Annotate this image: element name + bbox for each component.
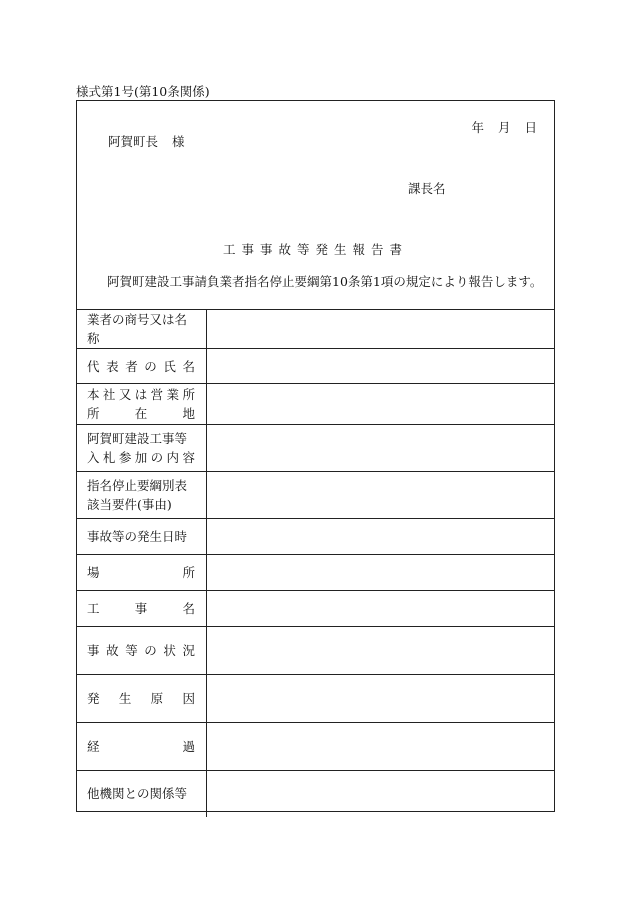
label-line: 入 札 参 加 の 内 容 [87,450,195,465]
label-line: 工 事 名 [87,601,195,616]
date-line [471,118,537,136]
label-line: 事 故 等 の 状 況 [87,643,195,658]
chief-name-label: 課長名 [408,181,446,196]
label-company-name [77,310,207,349]
field-project-name[interactable] [207,591,555,627]
report-form [76,100,555,812]
row-project-name [77,591,554,627]
row-incident-datetime [77,519,554,555]
honorific: 様 [172,134,185,149]
form-header [77,101,554,310]
field-location[interactable] [207,555,555,591]
label-cause [77,675,207,723]
row-bid-participation [77,425,554,472]
statement-text: 阿賀町建設工事請負業者指名停止要綱第10条第1項の規定により報告します。 [107,274,543,289]
field-representative-name[interactable] [207,349,555,384]
date-month-label: 月 [497,120,511,135]
date-day-label: 日 [524,120,537,135]
form-number: 様式第1号(第10条関係) [76,84,210,99]
label-location [77,555,207,591]
label-suspension-criteria [77,472,207,519]
date-year-label: 年 [471,120,484,135]
addressee-line [108,132,185,150]
label-line: 阿賀町建設工事等 [87,431,188,446]
addressee: 阿賀町長 [108,134,159,149]
row-suspension-criteria [77,472,554,519]
label-line: 指名停止要綱別表 [87,478,188,493]
label-line: 該当要件(事由) [87,497,172,512]
field-suspension-criteria[interactable] [207,472,555,519]
field-incident-status[interactable] [207,627,555,675]
label-office-address [77,384,207,425]
label-incident-status [77,627,207,675]
row-incident-status [77,627,554,675]
label-line: 業者の商号又は名称 [87,312,188,346]
row-progress [77,723,554,771]
label-other-agency-relations [77,771,207,817]
label-incident-datetime [77,519,207,555]
label-line: 発 生 原 因 [87,691,195,706]
label-bid-participation [77,425,207,472]
field-office-address[interactable] [207,384,555,425]
label-progress [77,723,207,771]
label-project-name [77,591,207,627]
document-title: 工事事故等発生報告書 [222,242,408,257]
label-line: 場 所 [87,565,195,580]
label-line: 経 過 [87,739,195,754]
label-line: 代 表 者 の 氏 名 [87,358,195,374]
row-company-name [77,310,554,349]
row-representative-name [77,349,554,384]
field-incident-datetime[interactable] [207,519,555,555]
row-cause [77,675,554,723]
row-other-agency-relations [77,771,554,817]
row-location [77,555,554,591]
field-cause[interactable] [207,675,555,723]
field-bid-participation[interactable] [207,425,555,472]
report-table [77,310,554,817]
label-line: 事故等の発生日時 [87,529,188,544]
label-line: 所 在 地 [87,406,195,421]
label-line: 本 社 又 は 営 業 所 [87,387,195,402]
label-line: 他機関との関係等 [87,786,188,802]
field-other-agency-relations[interactable] [207,771,555,817]
label-representative-name [77,349,207,384]
row-office-address [77,384,554,425]
field-company-name[interactable] [207,310,555,349]
field-progress[interactable] [207,723,555,771]
